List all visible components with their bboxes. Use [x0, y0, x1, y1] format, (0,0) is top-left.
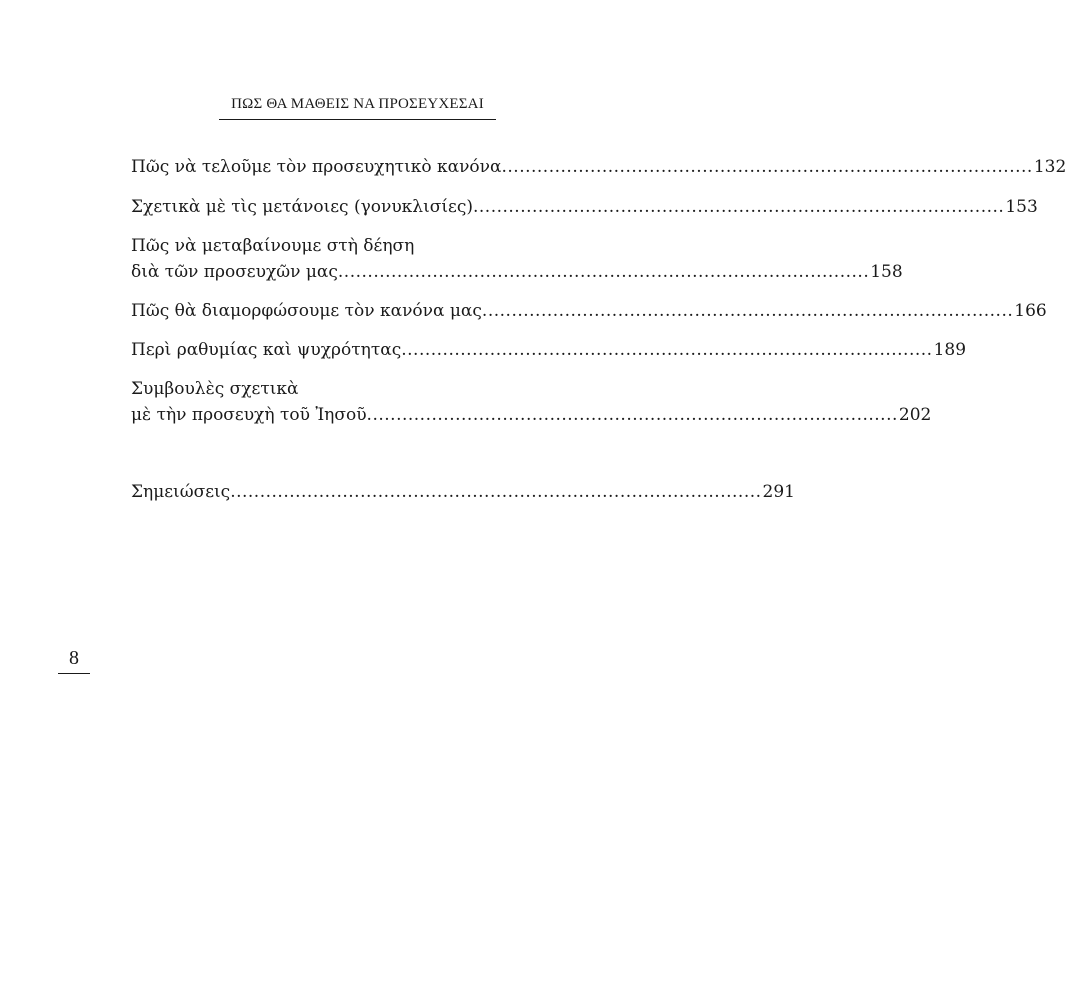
toc-entry-4: [131, 299, 1047, 323]
toc-entry-title: Περὶ ραθυμίας καὶ ψυχρότητας: [131, 340, 402, 360]
toc-entry-title: Πῶς θὰ διαμορφώσουμε τὸν κανόνα μας: [131, 301, 482, 321]
toc-leader-dots: ..........................................................................................: [481, 301, 1014, 321]
toc-entry-6-line-2: [131, 403, 932, 427]
page-number: 8: [69, 647, 79, 669]
toc-entry-title: Πῶς νὰ μεταβαίνουμε στὴ δέηση: [131, 236, 415, 256]
toc-entry-title: Σχετικὰ μὲ τὶς μετάνοιες (γονυκλισίες): [131, 197, 473, 217]
toc-entry-3-line-1: [131, 234, 586, 258]
toc-entry-title: Σημειώσεις: [131, 482, 231, 502]
toc-leader-dots: ..........................................................................................: [401, 340, 933, 360]
toc-leader-dots: ..........................................................................................: [472, 197, 1005, 217]
toc-entry-page: 291: [762, 482, 795, 502]
toc-entry-page: 202: [898, 405, 932, 425]
running-head-rule: [219, 119, 496, 120]
toc-entry-page: 189: [933, 340, 967, 360]
toc-entry-title: Πῶς νὰ τελοῦμε τὸν προσευχητικὸ κανόνα: [131, 157, 502, 177]
page-number-rule: [58, 673, 90, 674]
toc-entry-1: [131, 155, 1066, 179]
running-head: ΠΩΣ ΘΑ ΜΑΘΕΙΣ ΝΑ ΠΡΟΣΕΥΧΕΣΑΙ: [231, 96, 484, 112]
toc-entry-page: 166: [1014, 301, 1047, 321]
toc-entry-2: [131, 195, 1038, 219]
toc-entry-5: [131, 338, 967, 362]
toc-entry-page: 158: [870, 262, 903, 282]
toc-entry-6-line-1: [131, 377, 586, 401]
toc-entry-title: Συμβουλὲς σχετικὰ: [131, 379, 299, 399]
toc-leader-dots: ..........................................................................................: [501, 157, 1033, 177]
toc-leader-dots: ..........................................................................................: [230, 482, 762, 502]
toc-entry-page: 132: [1033, 157, 1066, 177]
toc-leader-dots: ..........................................................................................: [337, 262, 870, 282]
toc-entry-page: 153: [1005, 197, 1038, 217]
toc-entry-title-continued: διὰ τῶν προσευχῶν μας: [131, 262, 338, 282]
toc-entry-3-line-2: [131, 260, 903, 284]
toc-entry-title-continued: μὲ τὴν προσευχὴ τοῦ Ἰησοῦ: [131, 405, 367, 425]
toc-leader-dots: ..........................................................................................: [366, 405, 898, 425]
toc-entry-7: [131, 480, 795, 504]
